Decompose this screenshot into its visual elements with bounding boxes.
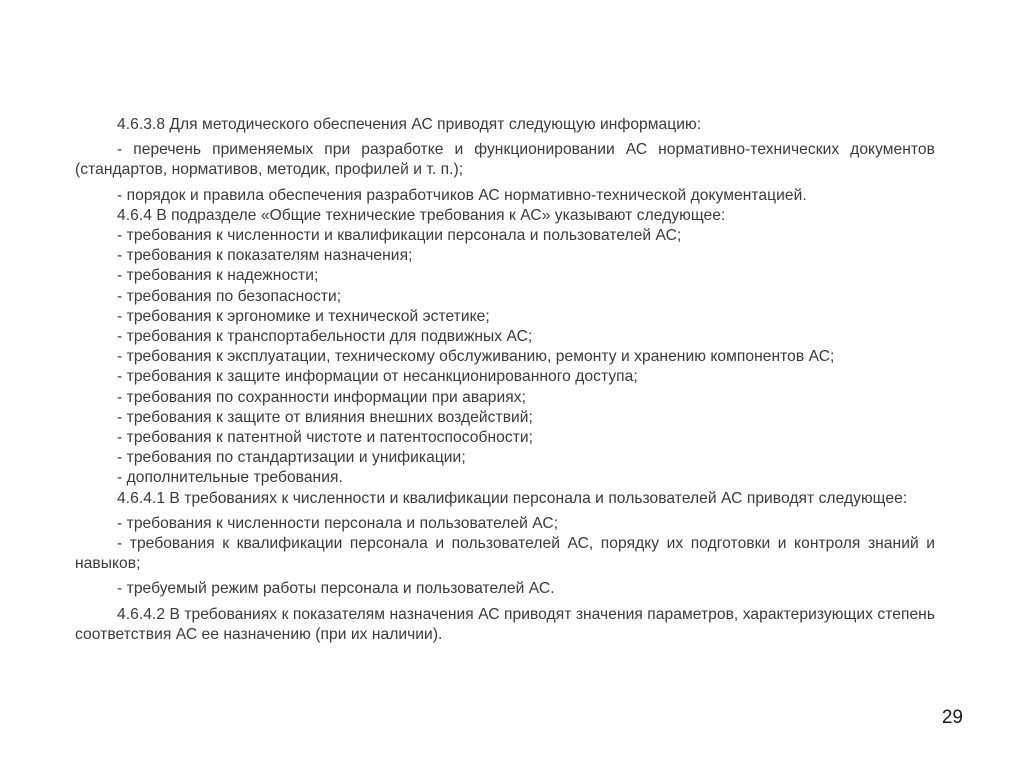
list-item: - требования к защите информации от несанкционированного доступа; [117,368,638,386]
list-item: - требуемый режим работы персонала и пользователей АС. [117,580,555,598]
paragraph-4-6-4-2: 4.6.4.2 В требованиях к показателям назначения АС приводят значения параметров, характеризующих степень соответствия АС ее назначению (при их наличии). [75,605,935,643]
list-item-normative-docs: - перечень применяемых при разработке и функционировании АС нормативно-технических документов (стандартов, нормативов, методик, профилей и т. п.); [75,141,935,179]
list-item-docs-procedure: - порядок и правила обеспечения разработчиков АС нормативно-технической документацией. [117,186,807,204]
list-item: - требования к эргономике и технической эстетике; [117,307,490,325]
list-item: - требования к надежности; [117,267,319,285]
list-item: - требования к численности персонала и пользователей АС; [117,514,559,532]
document-text [75,115,935,645]
paragraph-4-6-4-1: 4.6.4.1 В требованиях к численности и квалификации персонала и пользователей АС приводят следующее: [117,489,908,507]
list-item: - требования по стандартизации и унификации; [117,449,466,467]
paragraph-4-6-3-8: 4.6.3.8 Для методического обеспечения АС приводят следующую информацию: [117,116,702,133]
paragraph-4-6-4: 4.6.4 В подразделе «Общие технические требования к АС» указывают следующее: [117,206,726,224]
list-item: - дополнительные требования. [117,469,343,487]
list-item: - требования по безопасности; [117,287,342,305]
list-item: - требования к транспортабельности для подвижных АС; [117,328,533,346]
page-number: 29 [941,707,963,728]
list-item: - требования к численности и квалификации персонала и пользователей АС; [117,227,682,245]
list-item: - требования к защите от влияния внешних воздействий; [117,408,533,426]
list-item: - требования к показателям назначения; [117,247,413,265]
list-item: - требования к эксплуатации, техническому обслуживанию, ремонту и хранению компонентов АС; [117,348,835,366]
list-item: - требования по сохранности информации при авариях; [117,388,526,406]
list-item: - требования к квалификации персонала и пользователей АС, порядку их подготовки и контроля знаний и навыков; [75,535,935,573]
list-item: - требования к патентной чистоте и патентоспособности; [117,429,534,447]
